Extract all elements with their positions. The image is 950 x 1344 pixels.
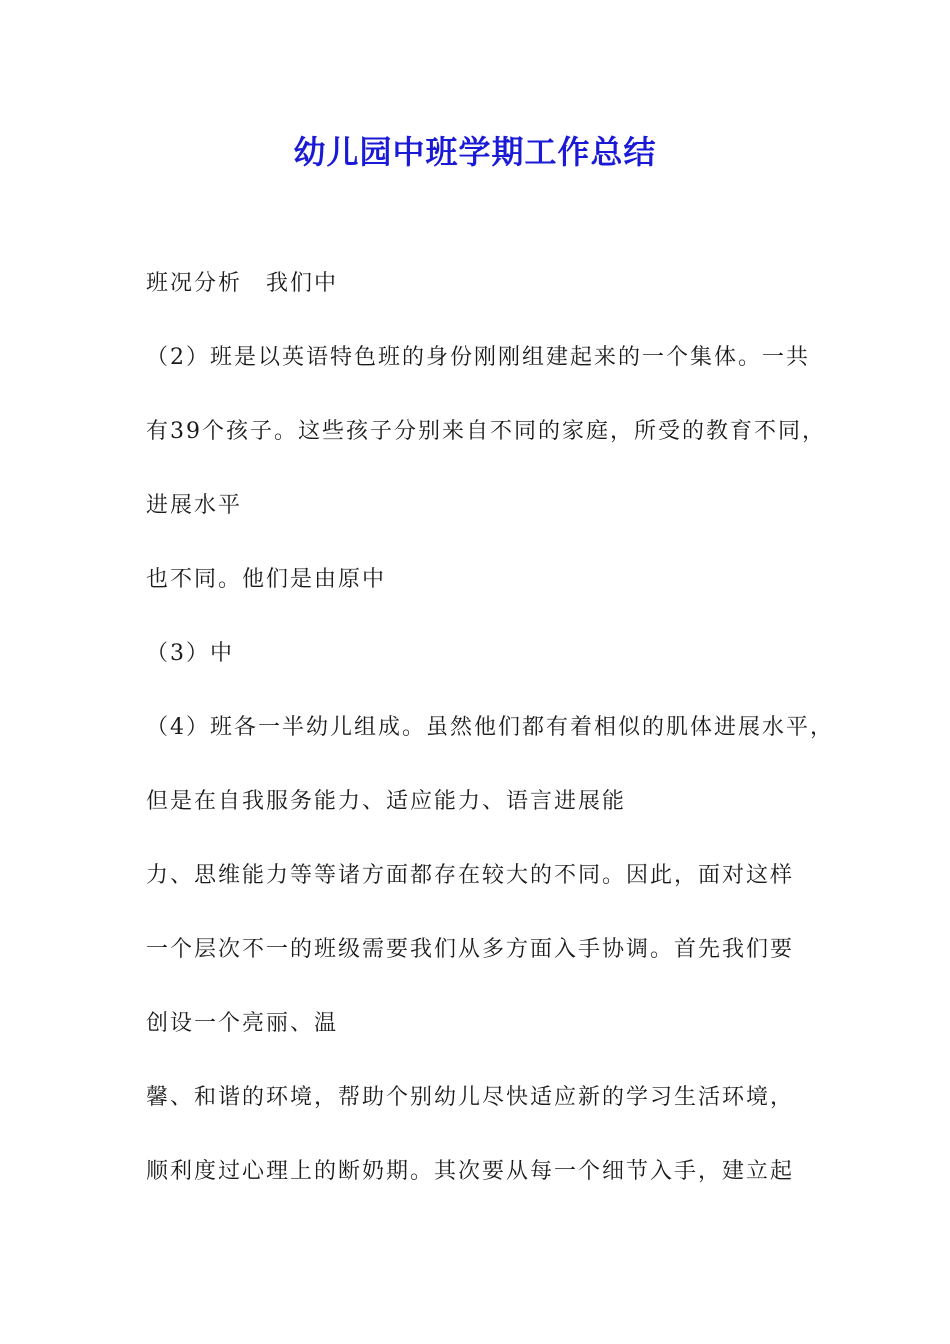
body-line-10: 一个层次不一的班级需要我们从多方面入手协调。首先我们要 [146,937,795,962]
body-line-8: 但是在自我服务能力、适应能力、语言进展能 [146,789,627,814]
body-line-3: 有39个孩子。这些孩子分别来自不同的家庭，所受的教育不同， [146,419,826,444]
body-line-2: （2）班是以英语特色班的身份刚刚组建起来的一个集体。一共 [146,345,810,370]
body-line-1: 班况分析 我们中 [146,271,339,296]
document-body [146,262,834,1224]
body-line-13: 顺利度过心理上的断奶期。其次要从每一个细节入手，建立起 [146,1159,795,1184]
body-line-5: 也不同。他们是由原中 [146,567,387,592]
body-line-4: 进展水平 [146,493,243,518]
body-line-12: 馨、和谐的环境，帮助个别幼儿尽快适应新的学习生活环境， [146,1085,795,1110]
body-line-7: （4）班各一半幼儿组成。虽然他们都有着相似的肌体进展水平， [146,715,834,740]
body-line-6: （3）中 [146,641,234,666]
body-line-11: 创设一个亮丽、温 [146,1011,339,1036]
document-title: 幼儿园中班学期工作总结 [293,133,657,171]
body-line-9: 力、思维能力等等诸方面都存在较大的不同。因此，面对这样 [146,863,795,888]
